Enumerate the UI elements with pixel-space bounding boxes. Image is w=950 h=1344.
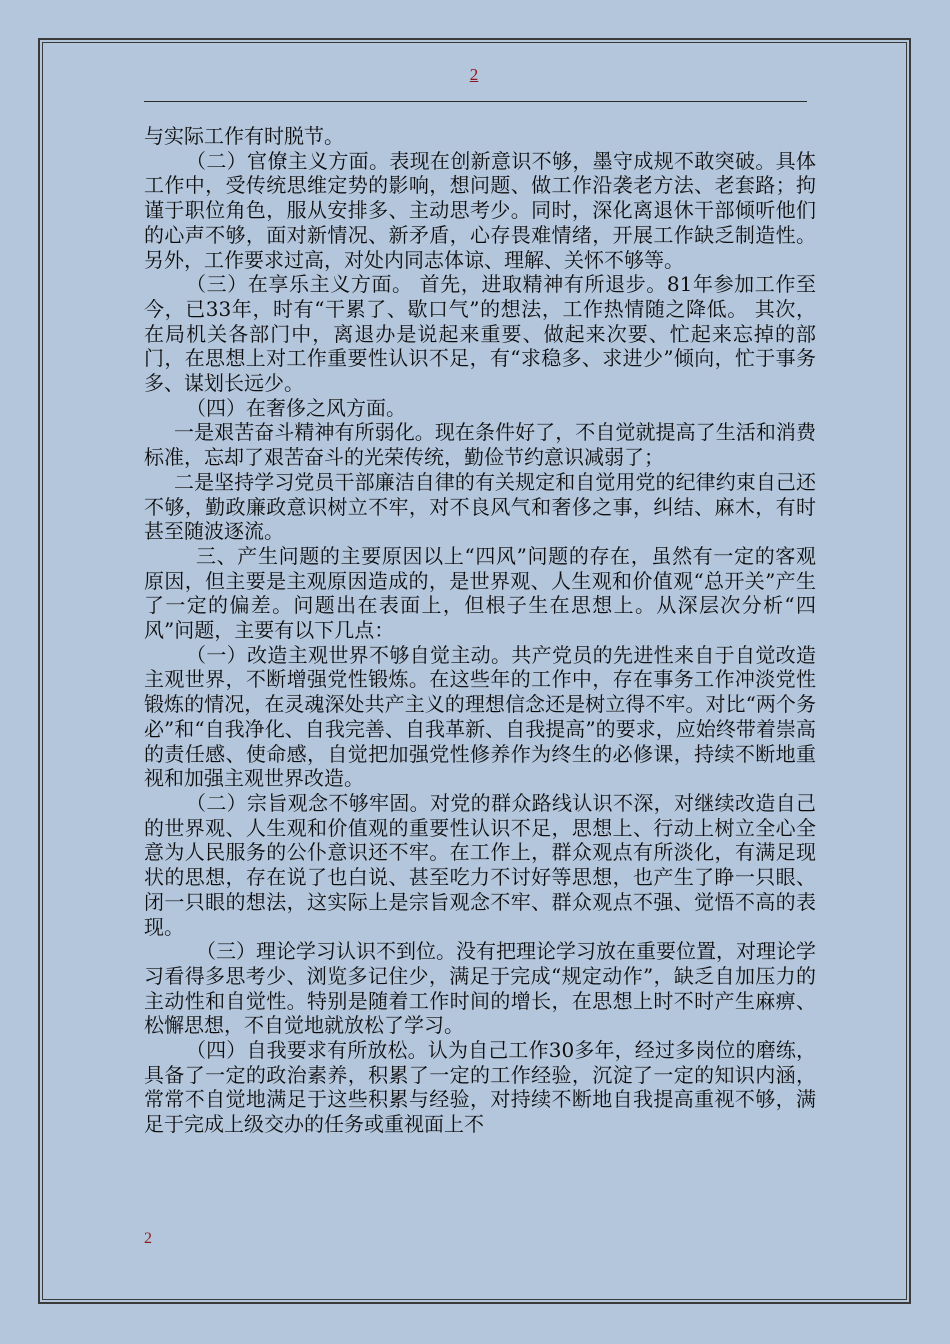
document-body xyxy=(144,124,816,1137)
paragraph: （二）宗旨观念不够牢固。对党的群众路线认识不深，对继续改造自己的世界观、人生观和价值观的重要性认识不足，思想上、行动上树立全心全意为人民服务的公仆意识还不牢。在工作上，群众观点有所淡化，有满足现状的思想，存在说了也白说、甚至吃力不讨好等思想，也产生了睁一只眼、闭一只眼的想法，这实际上是宗旨观念不牢、群众观点不强、觉悟不高的表现。 xyxy=(144,790,816,939)
section-heading: （四）在奢侈之风方面。 xyxy=(186,395,406,420)
paragraph: （三）在享乐主义方面。 首先，进取精神有所退步。81年参加工作至今，已33年，时有“干累了、歇口气”的想法，工作热情随之降低。 其次，在局机关各部门中，离退办是说起来重要、做起来次要、忙起来忘掉的部门，在思想上对工作重要性认识不足，有“求稳多、求进少”倾向，忙于事务多、谋划长远少。 xyxy=(144,272,816,396)
paragraph: （二）官僚主义方面。表现在创新意识不够，墨守成规不敢突破。具体工作中，受传统思维定势的影响，想问题、做工作沿袭老方法、老套路；拘谨于职位角色，服从安排多、主动思考少。同时，深化离退休干部倾听他们的心声不够，面对新情况、新矛盾，心存畏难情绪，开展工作缺乏制造性。另外，工作要求过高，对处内同志体谅、理解、关怀不够等。 xyxy=(144,148,816,272)
footer-page-number: 2 xyxy=(144,1230,152,1247)
paragraph: 与实际工作有时脱节。 xyxy=(144,124,344,148)
paragraph: 三、产生问题的主要原因以上“四风”问题的存在，虽然有一定的客观原因，但主要是主观原因造成的，是世界观、人生观和价值观“总开关”产生了一定的偏差。问题出在表面上，但根子生在思想上。从深层次分析“四风”问题，主要有以下几点： xyxy=(144,543,816,643)
paragraph: 一是艰苦奋斗精神有所弱化。现在条件好了，不自觉就提高了生活和消费标准，忘却了艰苦奋斗的光荣传统，勤俭节约意识减弱了； xyxy=(144,420,816,470)
paragraph: 二是坚持学习党员干部廉洁自律的有关规定和自觉用党的纪律约束自己还不够，勤政廉政意识树立不牢，对不良风气和奢侈之事，纠结、麻木，有时甚至随波逐流。 xyxy=(144,469,816,544)
header-page-number: 2 xyxy=(469,65,479,84)
header-divider xyxy=(144,101,807,102)
paragraph: （一）改造主观世界不够自觉主动。共产党员的先进性来自于自觉改造主观世界，不断增强党性锻炼。在这些年的工作中，存在事务工作冲淡党性锻炼的情况，在灵魂深处共产主义的理想信念还是树立得不牢。对比“两个务必”和“自我净化、自我完善、自我革新、自我提高”的要求，应始终带着崇高的责任感、使命感，自觉把加强党性修养作为终生的必修课，持续不断地重视和加强主观世界改造。 xyxy=(144,642,816,791)
paragraph: （三）理论学习认识不到位。没有把理论学习放在重要位置，对理论学习看得多思考少、浏览多记住少，满足于完成“规定动作”，缺乏自加压力的主动性和自觉性。特别是随着工作时间的增长，在思想上时不时产生麻痹、松懈思想，不自觉地就放松了学习。 xyxy=(144,939,816,1038)
paragraph: （四）自我要求有所放松。认为自己工作30多年，经过多岗位的磨练，具备了一定的政治素养，积累了一定的工作经验，沉淀了一定的知识内涵，常常不自觉地满足于这些积累与经验，对持续不断地自我提高重视不够，满足于完成上级交办的任务或重视面上不 xyxy=(144,1038,816,1137)
